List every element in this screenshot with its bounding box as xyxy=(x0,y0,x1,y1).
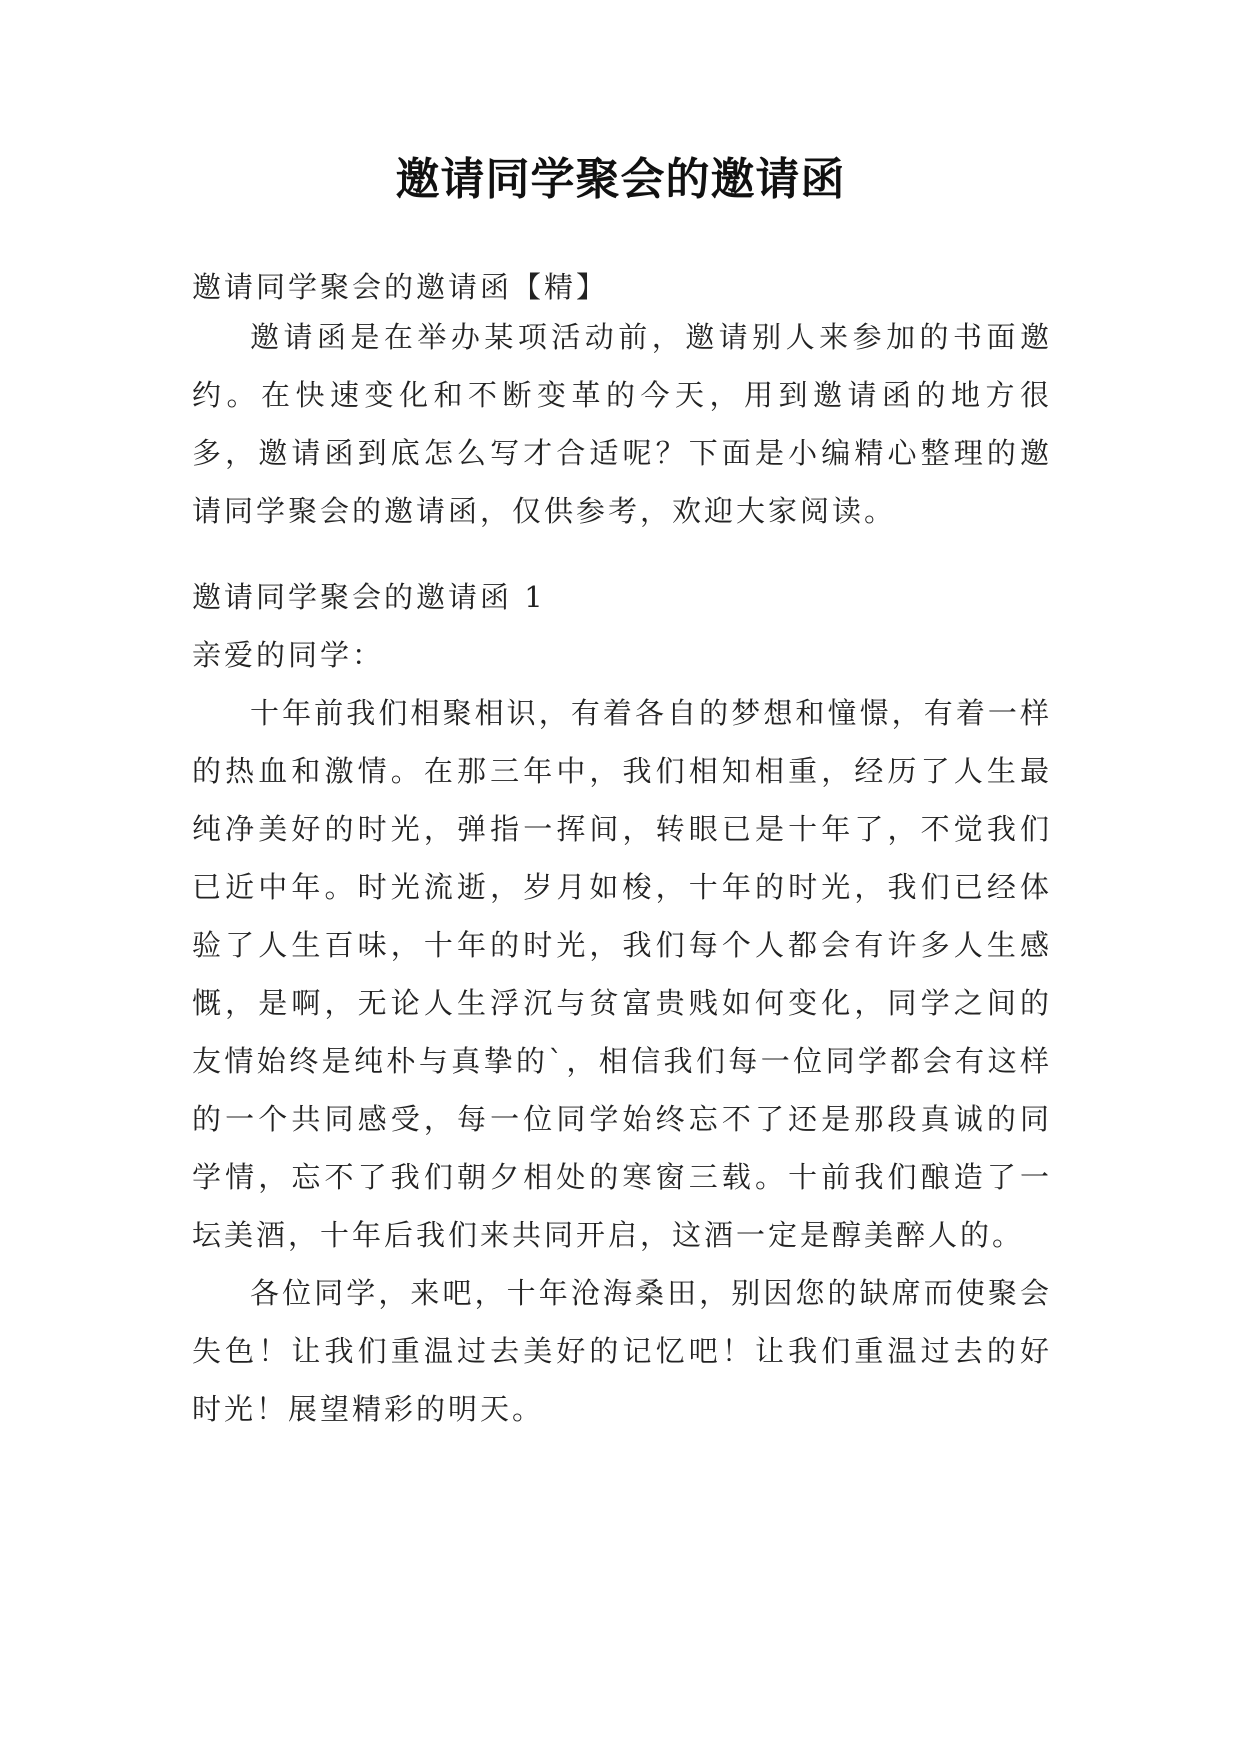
salutation: 亲爱的同学： xyxy=(192,638,385,672)
letter-paragraph-1: 十年前我们相聚相识，有着各自的梦想和憧憬，有着一样的热血和激情。在那三年中，我们相知相重，经历了人生最纯净美好的时光，弹指一挥间，转眼已是十年了，不觉我们已近中年。时光流逝，岁月如梭，十年的时光，我们已经体验了人生百味，十年的时光，我们每个人都会有许多人生感慨，是啊，无论人生浮沉与贫富贵贱如何变化，同学之间的友情始终是纯朴与真挚的`，相信我们每一位同学都会有这样的一个共同感受，每一位同学始终忘不了还是那段真诚的同学情，忘不了我们朝夕相处的寒窗三载。十前我们酿造了一坛美酒，十年后我们来共同开启，这酒一定是醇美醉人的。 xyxy=(192,696,1052,1252)
intro-block xyxy=(192,308,1052,540)
letter-block xyxy=(192,568,1052,1438)
document-title: 邀请同学聚会的邀请函 xyxy=(395,154,846,205)
intro-paragraph: 邀请函是在举办某项活动前，邀请别人来参加的书面邀约。在快速变化和不断变革的今天，用到邀请函的地方很多，邀请函到底怎么写才合适呢？下面是小编精心整理的邀请同学聚会的邀请函，仅供参考，欢迎大家阅读。 xyxy=(192,320,1052,528)
section-title: 邀请同学聚会的邀请函 1 xyxy=(192,580,546,614)
letter-paragraph-2: 各位同学，来吧，十年沧海桑田，别因您的缺席而使聚会失色！让我们重温过去美好的记忆吧！让我们重温过去的好时光！展望精彩的明天。 xyxy=(192,1276,1052,1426)
document-subtitle: 邀请同学聚会的邀请函【精】 xyxy=(192,270,609,304)
